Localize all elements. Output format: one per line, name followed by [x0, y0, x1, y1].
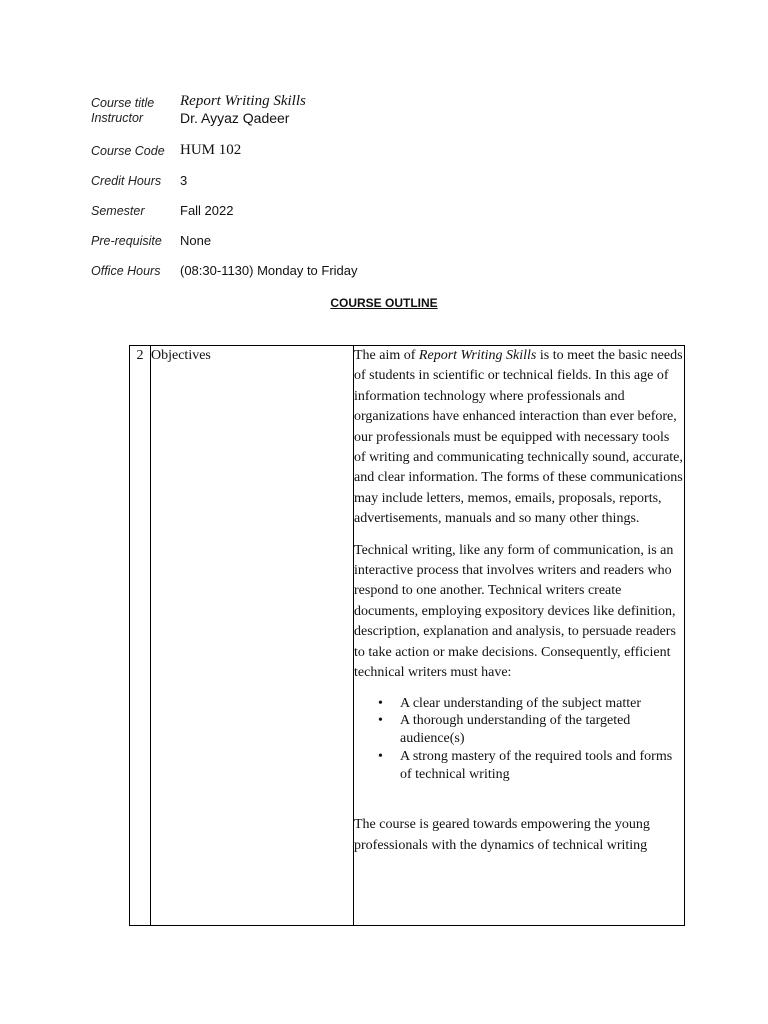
list-item: • A strong mastery of the required tools and forms of technical writing	[400, 748, 684, 784]
p1-prefix: The aim of	[354, 348, 419, 363]
course-code-value: HUM 102	[180, 142, 242, 158]
semester-value: Fall 2022	[180, 203, 234, 218]
objectives-paragraph-1	[354, 346, 684, 530]
course-code-label: Course Code	[91, 144, 165, 158]
p1-course-name: Report Writing Skills	[418, 348, 537, 363]
row-description	[354, 346, 685, 926]
course-outline-table	[129, 345, 685, 926]
row-topic: Objectives	[151, 346, 354, 926]
credit-hours-value: 3	[180, 173, 188, 188]
list-item: • A clear understanding of the subject matter	[400, 695, 684, 713]
instructor-value: Dr. Ayyaz Qadeer	[180, 110, 290, 126]
course-title-value: Report Writing Skills	[180, 93, 306, 109]
instructor-label: Instructor	[91, 111, 144, 125]
prerequisite-label: Pre-requisite	[91, 234, 162, 248]
course-outline-heading: COURSE OUTLINE	[330, 296, 438, 310]
office-hours-label: Office Hours	[91, 264, 161, 278]
p1-rest: is to meet the basic needs of students in scientific or technical fields. In this age of information technology where professionals and organizations have enhanced interaction than ever before, our professionals must be equipped with necessary tools of writing and communicating technically sound, accurate, and clear information. The forms of these communications may include letters, memos, emails, proposals, reports, advertisements, manuals and so many other things.	[354, 348, 683, 527]
list-item: • A thorough understanding of the targeted audience(s)	[400, 712, 684, 748]
objectives-paragraph-3: The course is geared towards empowering the young professionals with the dynamics of technical writing	[354, 817, 650, 853]
credit-hours-label: Credit Hours	[91, 174, 162, 188]
skills-bullet-list	[354, 695, 684, 784]
table-row	[130, 346, 685, 926]
objectives-paragraph-2: Technical writing, like any form of communication, is an interactive process that involves writers and readers who respond to one another. Technical writers create documents, employing expository devices like definition, description, explanation and analysis, to persuade readers to take action or make decisions. Consequently, efficient technical writers must have:	[354, 542, 676, 681]
office-hours-value: (08:30-1130) Monday to Friday	[180, 263, 358, 278]
prerequisite-value: None	[180, 233, 212, 248]
row-number: 2	[130, 346, 151, 926]
semester-label: Semester	[91, 204, 145, 218]
course-title-label: Course title	[91, 96, 155, 110]
